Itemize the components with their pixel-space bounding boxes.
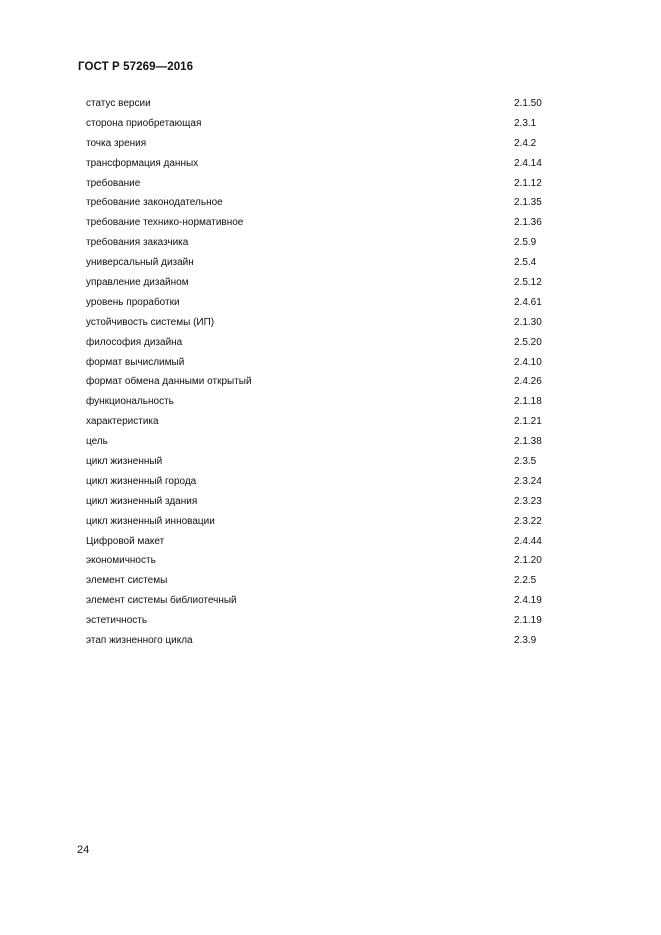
index-entry bbox=[86, 432, 586, 452]
index-entry bbox=[86, 551, 586, 571]
index-entry bbox=[86, 353, 586, 373]
index-term: философия дизайна bbox=[86, 336, 183, 348]
index-ref: 2.5.12 bbox=[514, 277, 542, 289]
index-term: характеристика bbox=[86, 416, 159, 428]
index-term: элемент системы библиотечный bbox=[86, 595, 237, 607]
index-entry bbox=[86, 253, 586, 273]
index-ref: 2.1.30 bbox=[514, 316, 542, 328]
index-entry bbox=[86, 333, 586, 353]
index-ref: 2.4.14 bbox=[514, 157, 542, 169]
index-term: формат вычислимый bbox=[86, 356, 185, 368]
index-ref: 2.1.36 bbox=[514, 217, 542, 229]
index-ref: 2.5.4 bbox=[514, 257, 537, 269]
index-ref: 2.1.18 bbox=[514, 396, 542, 408]
index-ref: 2.3.9 bbox=[514, 635, 537, 647]
index-term: требования заказчика bbox=[86, 237, 189, 249]
index-term: формат обмена данными открытый bbox=[86, 376, 252, 388]
index-term: трансформация данных bbox=[86, 157, 199, 169]
index-entry bbox=[86, 532, 586, 552]
index-entry bbox=[86, 512, 586, 532]
index-ref: 2.4.61 bbox=[514, 296, 542, 308]
index-entry bbox=[86, 213, 586, 233]
index-entry bbox=[86, 631, 586, 651]
index-ref: 2.4.10 bbox=[514, 356, 542, 368]
index-entry bbox=[86, 114, 586, 134]
index-entry bbox=[86, 134, 586, 154]
index-entry bbox=[86, 174, 586, 194]
index-entry bbox=[86, 313, 586, 333]
index-term: этап жизненного цикла bbox=[86, 635, 193, 647]
index-term: цикл жизненный инновации bbox=[86, 515, 215, 527]
index-term: требование законодательное bbox=[86, 197, 223, 209]
index-term: статус версии bbox=[86, 98, 151, 109]
index-entry bbox=[86, 372, 586, 392]
index-term: сторона приобретающая bbox=[86, 117, 202, 129]
index-ref: 2.4.26 bbox=[514, 376, 542, 388]
index-term: устойчивость системы (ИП) bbox=[86, 316, 215, 328]
index-entry bbox=[86, 611, 586, 631]
index-term: экономичность bbox=[86, 555, 156, 567]
index-ref: 2.5.9 bbox=[514, 237, 537, 249]
index-term: функциональность bbox=[86, 396, 174, 408]
index-ref: 2.1.21 bbox=[514, 416, 542, 428]
page-number: 24 bbox=[77, 844, 90, 856]
index-entry bbox=[86, 392, 586, 412]
index-term: управление дизайном bbox=[86, 277, 189, 289]
index-ref: 2.1.50 bbox=[514, 98, 542, 109]
index-term: уровень проработки bbox=[86, 296, 180, 308]
index-term: цель bbox=[86, 436, 108, 448]
index-entry bbox=[86, 154, 586, 174]
index-term: Цифровой макет bbox=[86, 535, 165, 547]
index-ref: 2.3.1 bbox=[514, 117, 537, 129]
index-entry bbox=[86, 571, 586, 591]
index-ref: 2.4.2 bbox=[514, 137, 537, 149]
index-entry bbox=[86, 94, 586, 114]
index-term: цикл жизненный здания bbox=[86, 495, 198, 507]
document-header bbox=[78, 61, 193, 73]
index-entry bbox=[86, 193, 586, 213]
index-term: точка зрения bbox=[86, 137, 147, 149]
index-term: цикл жизненный bbox=[86, 456, 163, 468]
index-ref: 2.3.23 bbox=[514, 495, 542, 507]
index-ref: 2.3.24 bbox=[514, 475, 542, 487]
index-entry bbox=[86, 591, 586, 611]
index-ref: 2.1.19 bbox=[514, 615, 542, 627]
index-term: элемент системы bbox=[86, 575, 168, 587]
index-ref: 2.3.5 bbox=[514, 456, 537, 468]
index-entry bbox=[86, 293, 586, 313]
index-ref: 2.5.20 bbox=[514, 336, 542, 348]
index-ref: 2.3.22 bbox=[514, 515, 542, 527]
standard-id: ГОСТ Р 57269—2016 bbox=[78, 61, 194, 73]
index-term: эстетичность bbox=[86, 615, 148, 627]
index-ref: 2.2.5 bbox=[514, 575, 537, 587]
index-term: требование bbox=[86, 177, 141, 189]
index-entry bbox=[86, 472, 586, 492]
index-ref: 2.1.12 bbox=[514, 177, 542, 189]
index-ref: 2.1.38 bbox=[514, 436, 542, 448]
index-ref: 2.1.35 bbox=[514, 197, 542, 209]
index-entry bbox=[86, 492, 586, 512]
index-ref: 2.4.19 bbox=[514, 595, 542, 607]
index-ref: 2.4.44 bbox=[514, 535, 542, 547]
index-entry bbox=[86, 412, 586, 432]
index-term: требование технико-нормативное bbox=[86, 217, 244, 229]
index-entry bbox=[86, 233, 586, 253]
term-index-list bbox=[86, 94, 586, 651]
index-ref: 2.1.20 bbox=[514, 555, 542, 567]
index-term: цикл жизненный города bbox=[86, 475, 197, 487]
index-entry bbox=[86, 452, 586, 472]
index-term: универсальный дизайн bbox=[86, 257, 194, 269]
index-entry bbox=[86, 273, 586, 293]
